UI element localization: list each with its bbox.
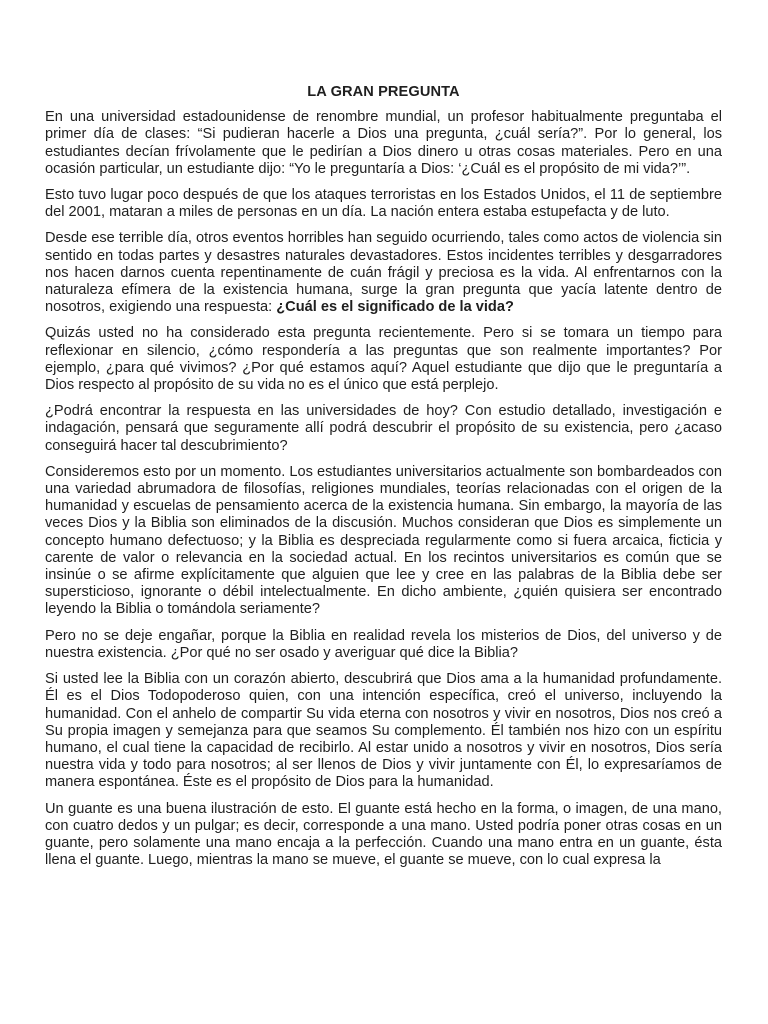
paragraph-7: Pero no se deje engañar, porque la Biblia en realidad revela los misterios de Dios, del universo y de nuestra existencia. ¿Por qué no ser osado y averiguar qué dice la Biblia? [45, 627, 722, 661]
paragraph-6: Consideremos esto por un momento. Los estudiantes universitarios actualmente son bombardeados con una variedad abrumadora de filosofías, religiones mundiales, teorías relacionadas con el origen de la humanidad y escuelas de pensamiento acerca de la existencia humana. Sin embargo, la mayoría de las veces Dios y la Biblia son eliminados de la discusión. Muchos consideran que Dios es simplemente un concepto humano defectuoso; y la Biblia es despreciada regularmente como si fuera arcaica, ficticia y carente de valor o relevancia en la sociedad actual. En los recintos universitarios es común que se insinúe o se afirme explícitamente que alguien que lee y cree en las palabras de la Biblia debe ser supersticioso, ignorante o débil intelectualmente. En dicho ambiente, ¿quién quisiera ser encontrado leyendo la Biblia o tomándola seriamente? [45, 463, 722, 618]
paragraph-8: Si usted lee la Biblia con un corazón abierto, descubrirá que Dios ama a la humanidad profundamente. Él es el Dios Todopoderoso quien, con una intención específica, creó el universo, incluyendo la humanidad. Con el anhelo de compartir Su vida eterna con nosotros y vivir en nosotros, Dios nos creó a Su propia imagen y semejanza para que seamos Su complemento. Él también nos hizo con un espíritu humano, el cual tiene la capacidad de recibirlo. Al estar unido a nosotros y vivir en nosotros, Dios sería nuestra vida y todo para nosotros; al ser llenos de Dios y vivir juntamente con Él, lo expresaríamos de manera espontánea. Éste es el propósito de Dios para la humanidad. [45, 671, 722, 791]
paragraph-3 [45, 230, 722, 316]
paragraph-9: Un guante es una buena ilustración de esto. El guante está hecho en la forma, o imagen, de una mano, con cuatro dedos y un pulgar; es decir, corresponde a una mano. Usted podría poner otras cosas en un guante, pero solamente una mano encaja a la perfección. Cuando una mano entra en un guante, ésta llena el guante. Luego, mientras la mano se mueve, el guante se mueve, con lo cual expresa la [45, 800, 722, 869]
paragraph-2: Esto tuvo lugar poco después de que los ataques terroristas en los Estados Unidos, el 11 de septiembre del 2001, mataran a miles de personas en un día. La nación entera estaba estupefacta y de luto. [45, 187, 722, 221]
paragraph-4: Quizás usted no ha considerado esta pregunta recientemente. Pero si se tomara un tiempo para reflexionar en silencio, ¿cómo respondería a las preguntas que son realmente importantes? Por ejemplo, ¿para qué vivimos? ¿Por qué estamos aquí? Aquel estudiante que dijo que le preguntaría a Dios respecto al propósito de su vida no es el único que está perplejo. [45, 325, 722, 394]
paragraph-3-text: Desde ese terrible día, otros eventos horribles han seguido ocurriendo, tales como actos de violencia sin sentido en todas partes y desastres naturales devastadores. Estos incidentes terribles y desgarradores nos hacen darnos cuenta repentinamente de cuán frágil y preciosa es la vida. Al enfrentarnos con la naturaleza efímera de la existencia humana, surge la gran pregunta que yacía latente dentro de nosotros, exigiendo una respuesta: [45, 230, 722, 316]
paragraph-5: ¿Podrá encontrar la respuesta en las universidades de hoy? Con estudio detallado, investigación e indagación, pensará que seguramente allí podrá descubrir el propósito de su existencia, pero ¿acaso conseguirá hacer tal descubrimiento? [45, 403, 722, 454]
key-question: ¿Cuál es el significado de la vida? [276, 299, 514, 316]
page-title: LA GRAN PREGUNTA [307, 84, 460, 100]
paragraph-1: En una universidad estadounidense de renombre mundial, un profesor habitualmente preguntaba el primer día de clases: “Si pudieran hacerle a Dios una pregunta, ¿cuál sería?”. Por lo general, los estudiantes decían frívolamente que le pedirían a Dios dinero u otras cosas materiales. Pero en una ocasión particular, un estudiante dijo: “Yo le preguntaría a Dios: ‘¿Cuál es el propósito de mi vida?’”. [45, 109, 722, 177]
document-page [45, 84, 722, 878]
